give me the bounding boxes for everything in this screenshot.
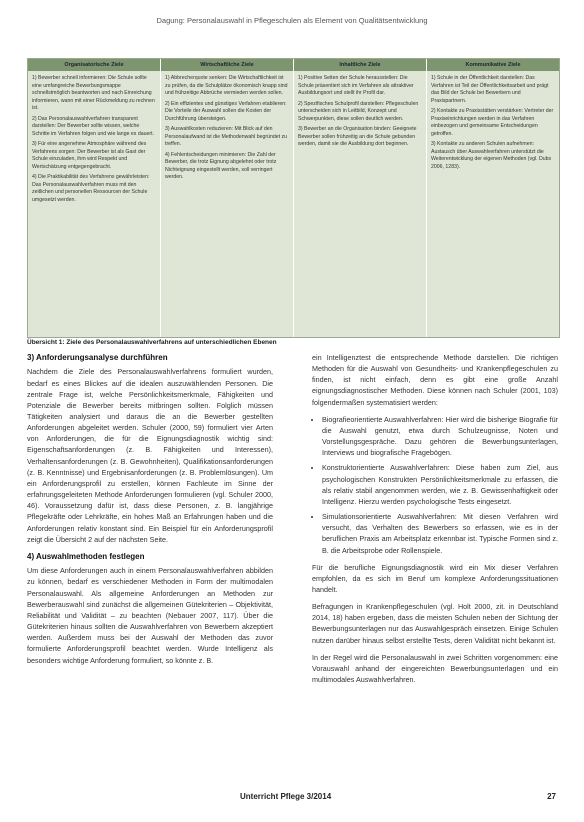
- list-item: • Biografieorientierte Auswahlverfahren: Hier wird die bisherige Biografie für die Auswahl genutzt, etwa durch Schulzeugnisse, Noten und Vorstellungsgespräche. Dazu gehören die Bewerbungsunterlagen, Interviews und biografische Fragebögen.: [322, 414, 558, 459]
- body-paragraph: ein Intelligenztest die entsprechende Methode darstellen. Die richtigen Methoden für die Auswahl von Gesundheits- und Krankenpflegeschulen zu finden, ist nicht einfach, denn es gibt eine große Anzahl eignungsdiagnostischer Methoden. Diese können nach Schuler (2001, 103) folgendermaßen systematisiert werden:: [312, 353, 558, 407]
- body-paragraph: In der Regel wird die Personalauswahl in zwei Schritten vorgenommen: eine Vorauswahl anhand der eingereichten Bewerbungsunterlagen und ein multimodales Auswahlverfahren.: [312, 652, 558, 685]
- journal-name: Unterricht Pflege 3/2014: [240, 792, 332, 801]
- table-paragraph: 1) Schule in der Öffentlichkeit darstellen: Das Verfahren ist Teil der Öffentlichkeitsarbeit und prägt das Bild der Schule bei Bewerbern und Praxispartnern.: [431, 75, 549, 104]
- column-body: [427, 71, 559, 178]
- page-footer: [0, 792, 584, 808]
- body-paragraph: Nachdem die Ziele des Personalauswahlverfahrens formuliert wurden, bedarf es eines Blickes auf die idealen auszuwählenden Personen. Die zentrale Frage ist, welche Persönlichkeitsmerkmale, Fähigkeiten und Potenziale die Bewerber bereits mitbringen sollten. Folglich müssen Tätigkeiten analysiert und daraus die an die Bewerber gestellten Anforderungen abgeleitet werden. Schuler (2000, 59) formuliert vier Arten von Anforderungen, die für die Eignungsdiagnostik wichtig sind: Eigenschaftsanforderungen (z. B. Fähigkeiten und Interessen), Verhaltensanforderungen (z. B. Gewohnheiten), Qualifikationsanforderungen (z. B. Kenntnisse) und Ergebnisanforderungen (z. B. Problemlösungen). Um ein Anforderungsprofil zu erstellen, können Fachleute im Sinne der erfahrungsgeleiteten Methode Anforderungen formulieren (vgl. Schuler 2000, 46). Voraussetzung dafür ist, dass diese Personen, z. B. langjährige Pflegekräfte oder Lehrkräfte, ein hohes Maß an Erfahrungen haben und die Anforderungen relativ konstant sind. Ein Beispiel für ein Anforderungsprofil zeigt die Übersicht 2 auf der nächsten Seite.: [27, 367, 273, 544]
- table-paragraph: 2) Ein effizientes und günstiges Verfahren etablieren: Die Vorteile der Auswahl sollen die Kosten der Durchführung übersteigen.: [165, 100, 287, 122]
- table-paragraph: 1) Abbrecherquote senken: Die Wirtschaftlichkeit ist zu prüfen, da die Schulplätze ökonomisch knapp sind und frühzeitige Abbrüche vermieden werden sollen.: [165, 75, 288, 97]
- column-body: [294, 71, 426, 156]
- left-text-column: [27, 352, 273, 672]
- table-paragraph: 1) Bewerber schnell informieren: Die Schule sollte eine umfangreiche Bewerbungsmappe schnellstmöglich beantworten und nach Einreichung informieren, wann mit einer Rückmeldung zu rechnen ist.: [32, 75, 155, 112]
- table-paragraph: 4) Fehlentscheidungen minimieren: Die Zahl der Bewerber, die trotz Eignung abgelehnt oder trotz Nichteignung eingestellt werden, soll verringert werden.: [165, 151, 277, 181]
- table-paragraph: 3) Bewerber an die Organisation binden: Geeignete Bewerber sollen frühzeitig an die Schule gebunden werden, damit sie die Ausbildung dort beginnen.: [298, 126, 417, 148]
- table-paragraph: 4) Die Praktikabilität des Verfahrens gewährleisten: Das Personalauswahlverfahren muss mit den zeitlichen und personellen Ressourcen der Schule umgesetzt werden.: [32, 174, 150, 203]
- column-header: Organisatorische Ziele: [28, 59, 160, 71]
- body-paragraph: Befragungen in Krankenpflegeschulen (vgl. Holt 2000, zit. in Deutschland 2014, 18) haben ergeben, dass die meisten Schulen neben der Sichtung der Bewerbungsunterlagen nur das Auswahlgespräch einsetzen. Einige Schulen nutzen darüber hinaus selbst erstellte Tests, deren Validität nicht bekannt ist.: [312, 602, 558, 645]
- method-list: [312, 414, 558, 556]
- table-paragraph: 2) Kontakte zu Praxisstätten verstärken: Vertreter der Praxiseinrichtungen werden in das Verfahren einbezogen und gemeinsame Entscheidungen getroffen.: [431, 108, 554, 137]
- running-header: Dagung: Personalauswahl in Pflegeschulen als Element von Qualitätsentwicklung: [156, 16, 428, 25]
- table-paragraph: 3) Auswahlkosten reduzieren: Mit Blick auf den Personalaufwand ist die Methodenwahl begründet zu treffen.: [165, 126, 287, 148]
- column-header: Kommunikative Ziele: [427, 59, 559, 71]
- table-paragraph: 1) Positive Seiten der Schule herausstellen: Die Schule präsentiert sich im Verfahren als attraktiver Ausbildungsort und stellt ihr Profil dar.: [298, 75, 414, 97]
- table-paragraph: 3) Kontakte zu anderen Schulen aufnehmen: Austausch über Auswahlverfahren unterstützt die Weiterentwicklung der eigenen Methoden (vgl. Dubs 2006, 1283).: [431, 141, 552, 170]
- body-paragraph: Für die berufliche Eignungsdiagnostik wird ein Mix dieser Verfahren empfohlen, da es sich im Beruf um komplexe Anforderungssituationen handelt.: [312, 562, 558, 594]
- table-column-economic: [160, 59, 293, 337]
- table-caption: Übersicht 1: Ziele des Personalauswahlverfahrens auf unterschiedlichen Ebenen: [27, 339, 277, 346]
- table-paragraph: 2) Das Personalauswahlverfahren transparent darstellen: Der Bewerber sollte wissen, welche Schritte im Verfahren folgen und wie lange es dauert.: [32, 115, 154, 137]
- table-paragraph: 3) Für eine angenehme Atmosphäre während des Verfahrens sorgen: Der Bewerber ist als Gast der Schule einzuladen, ihm wird Respekt und Wertschätzung entgegengebracht.: [32, 141, 147, 170]
- table-column-organisational: [28, 59, 160, 337]
- list-item: • Simulationsorientierte Auswahlverfahren: Mit diesen Verfahren wird versucht, das Verhalten des Bewerbers so erfassen, wie es in der beruflichen Praxis am Arbeitsplatz erkennbar ist. Typische Formen sind z. B. die Arbeitsprobe oder Rollenspiele.: [322, 511, 558, 556]
- column-header: Inhaltliche Ziele: [294, 59, 426, 71]
- column-body: [161, 71, 293, 189]
- list-item: • Konstruktorientierte Auswahlverfahren: Diese haben zum Ziel, aus psychologischen Konstrukten Persönlichkeitsmerkmale zu erfassen, die als relativ stabil angenommen werden, wie z. B. Gewissenhaftigkeit oder Intelligenz. Hierzu werden psychologische Tests eingesetzt.: [322, 462, 558, 507]
- table-paragraph: 2) Spezifisches Schulprofil darstellen: Pflegeschulen unterscheiden sich in Leitbild, Konzept und Schwerpunkten, diese sollen deutlich werden.: [298, 100, 419, 122]
- table-column-content: [293, 59, 426, 337]
- body-paragraph: Um diese Anforderungen auch in einem Personalauswahlverfahren abbilden zu können, bedarf es verschiedener Methoden in Form der multimodalen Personalauswahl. Als allgemeine Anforderungen an Methoden zur Bewerberauswahl sind zunächst die allgemeinen Gütekriterien – Objektivität, Reliabilität und Validität – zu beachten (Nebauer 2007, 117). Über die Gütekriterien hinaus sollten die Auswahlverfahren von Bewerbern akzeptiert werden. Außerdem muss bei der Auswahl der Methoden das zuvor formulierte Anforderungsprofil beachtet werden. Wurde Intelligenz als besonders wichtige Anforderung formuliert, so könnte z. B.: [27, 566, 273, 665]
- column-body: [28, 71, 160, 212]
- column-header: Wirtschaftliche Ziele: [161, 59, 293, 71]
- table-column-communicative: [426, 59, 559, 337]
- goals-table: [27, 58, 560, 338]
- page-number: 27: [547, 792, 556, 801]
- section-heading: 3) Anforderungsanalyse durchführen: [27, 353, 168, 362]
- section-heading: 4) Auswahlmethoden festlegen: [27, 551, 145, 561]
- right-text-column: [312, 352, 558, 691]
